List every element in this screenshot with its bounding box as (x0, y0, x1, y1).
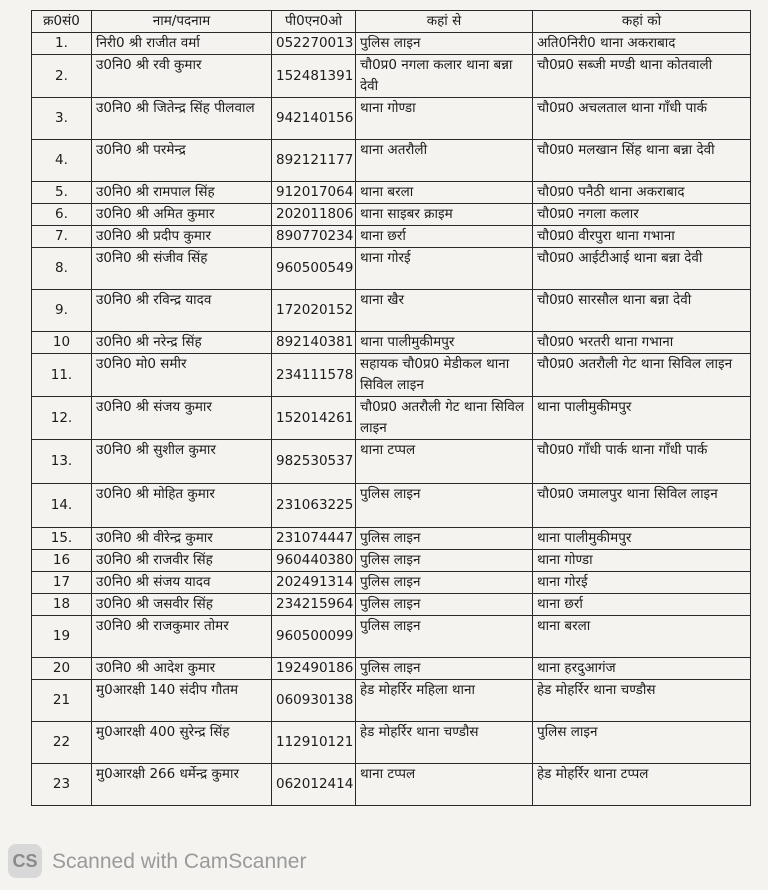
cell-serial: 15. (32, 528, 92, 550)
cell-from: थाना खैर (356, 290, 533, 332)
table-row (32, 764, 751, 806)
cell-name: उ0नि0 श्री राजकुमार तोमर (92, 616, 272, 658)
cell-from: थाना साइबर क्राइम (356, 204, 533, 226)
cell-from: थाना पालीमुकीमपुर (356, 332, 533, 354)
cell-from: थाना छर्रा (356, 226, 533, 248)
cell-name: उ0नि0 श्री रविन्द्र यादव (92, 290, 272, 332)
cell-pno: 890770234 (272, 226, 356, 248)
cell-serial: 4. (32, 140, 92, 182)
cell-pno: 192490186 (272, 658, 356, 680)
cell-to: चौ0प्र0 मलखान सिंह थाना बन्ना देवी (533, 140, 751, 182)
table-row (32, 594, 751, 616)
cell-name: उ0नि0 श्री मोहित कुमार (92, 484, 272, 528)
cell-pno: 982530537 (272, 440, 356, 484)
cell-serial: 12. (32, 397, 92, 440)
table-row (32, 55, 751, 98)
cell-serial: 19 (32, 616, 92, 658)
camscanner-watermark: Scanned with CamScanner (52, 850, 307, 873)
cell-serial: 11. (32, 354, 92, 397)
cell-serial: 10 (32, 332, 92, 354)
cell-name: उ0नि0 श्री राजवीर सिंह (92, 550, 272, 572)
cell-serial: 14. (32, 484, 92, 528)
cell-from: हेड मोहर्रिर महिला थाना (356, 680, 533, 722)
cell-serial: 3. (32, 98, 92, 140)
cell-name: निरी0 श्री राजीत वर्मा (92, 33, 272, 55)
cell-name: उ0नि0 श्री संजीव सिंह (92, 248, 272, 290)
cell-from: पुलिस लाइन (356, 550, 533, 572)
cell-pno: 234215964 (272, 594, 356, 616)
cell-pno: 172020152 (272, 290, 356, 332)
cell-to: अति0निरी0 थाना अकराबाद (533, 33, 751, 55)
cell-from: पुलिस लाइन (356, 616, 533, 658)
cell-serial: 7. (32, 226, 92, 248)
cell-pno: 892121177 (272, 140, 356, 182)
cell-serial: 13. (32, 440, 92, 484)
cell-from: चौ0प्र0 अतरौली गेट थाना सिविल लाइन (356, 397, 533, 440)
cell-to: हेड मोहर्रिर थाना चण्डौस (533, 680, 751, 722)
cell-from: थाना गोण्डा (356, 98, 533, 140)
cell-serial: 23 (32, 764, 92, 806)
cell-from: पुलिस लाइन (356, 658, 533, 680)
cell-pno: 060930138 (272, 680, 356, 722)
table-row (32, 248, 751, 290)
cell-serial: 6. (32, 204, 92, 226)
table-body (32, 33, 751, 806)
cell-to: थाना हरदुआगंज (533, 658, 751, 680)
cell-to: थाना पालीमुकीमपुर (533, 528, 751, 550)
cell-serial: 2. (32, 55, 92, 98)
cell-name: मु0आरक्षी 400 सुरेन्द्र सिंह (92, 722, 272, 764)
cell-serial: 18 (32, 594, 92, 616)
cell-to: थाना छर्रा (533, 594, 751, 616)
cell-pno: 062012414 (272, 764, 356, 806)
cell-pno: 234111578 (272, 354, 356, 397)
cell-pno: 152481391 (272, 55, 356, 98)
table-row (32, 226, 751, 248)
cell-from: हेड मोहर्रिर थाना चण्डौस (356, 722, 533, 764)
table-row (32, 440, 751, 484)
table-row (32, 528, 751, 550)
table-row (32, 354, 751, 397)
cell-from: थाना अतरौली (356, 140, 533, 182)
table-row (32, 484, 751, 528)
cell-pno: 202011806 (272, 204, 356, 226)
cell-to: थाना बरला (533, 616, 751, 658)
cell-from: थाना टप्पल (356, 764, 533, 806)
cell-name: उ0नि0 श्री परमेन्द्र (92, 140, 272, 182)
header-from: कहां से (356, 11, 533, 33)
cell-name: उ0नि0 श्री जसवीर सिंह (92, 594, 272, 616)
cell-serial: 5. (32, 182, 92, 204)
table-row (32, 680, 751, 722)
cell-from: थाना टप्पल (356, 440, 533, 484)
table-row (32, 33, 751, 55)
header-to: कहां को (533, 11, 751, 33)
cell-serial: 20 (32, 658, 92, 680)
cell-pno: 960500549 (272, 248, 356, 290)
table-row (32, 550, 751, 572)
cell-from: थाना गोरई (356, 248, 533, 290)
cell-to: चौ0प्र0 पनैठी थाना अकराबाद (533, 182, 751, 204)
table-row (32, 332, 751, 354)
table-header-row (32, 11, 751, 33)
cell-pno: 912017064 (272, 182, 356, 204)
cell-to: चौ0प्र0 आईटीआई थाना बन्ना देवी (533, 248, 751, 290)
cell-to: चौ0प्र0 वीरपुरा थाना गभाना (533, 226, 751, 248)
cell-to: चौ0प्र0 सब्जी मण्डी थाना कोतवाली (533, 55, 751, 98)
cell-to: चौ0प्र0 अतरौली गेट थाना सिविल लाइन (533, 354, 751, 397)
cell-name: उ0नि0 श्री वीरेन्द्र कुमार (92, 528, 272, 550)
cell-from: पुलिस लाइन (356, 528, 533, 550)
table-row (32, 290, 751, 332)
cell-name: मु0आरक्षी 266 धर्मेन्द्र कुमार (92, 764, 272, 806)
cell-to: चौ0प्र0 सारसौल थाना बन्ना देवी (533, 290, 751, 332)
cell-pno: 202491314 (272, 572, 356, 594)
cell-from: पुलिस लाइन (356, 594, 533, 616)
cell-from: पुलिस लाइन (356, 572, 533, 594)
cell-serial: 17 (32, 572, 92, 594)
transfer-table (31, 10, 751, 806)
cell-from: पुलिस लाइन (356, 484, 533, 528)
cell-to: हेड मोहर्रिर थाना टप्पल (533, 764, 751, 806)
header-pno: पी0एन0ओ (272, 11, 356, 33)
cell-name: उ0नि0 श्री जितेन्द्र सिंह पीलवाल (92, 98, 272, 140)
cell-name: उ0नि0 श्री संजय यादव (92, 572, 272, 594)
cell-name: उ0नि0 श्री अमित कुमार (92, 204, 272, 226)
table-row (32, 98, 751, 140)
header-serial: क्र0सं0 (32, 11, 92, 33)
cell-name: उ0नि0 श्री रामपाल सिंह (92, 182, 272, 204)
cell-pno: 152014261 (272, 397, 356, 440)
cell-name: उ0नि0 श्री रवी कुमार (92, 55, 272, 98)
table-row (32, 572, 751, 594)
cell-to: चौ0प्र0 गाँधी पार्क थाना गाँधी पार्क (533, 440, 751, 484)
cell-name: मु0आरक्षी 140 संदीप गौतम (92, 680, 272, 722)
table-row (32, 204, 751, 226)
cell-serial: 22 (32, 722, 92, 764)
cell-name: उ0नि0 श्री संजय कुमार (92, 397, 272, 440)
cell-name: उ0नि0 श्री आदेश कुमार (92, 658, 272, 680)
cell-to: चौ0प्र0 भरतरी थाना गभाना (533, 332, 751, 354)
cell-name: उ0नि0 मो0 समीर (92, 354, 272, 397)
cell-name: उ0नि0 श्री प्रदीप कुमार (92, 226, 272, 248)
camscanner-logo-icon: CS (8, 844, 42, 878)
cell-serial: 1. (32, 33, 92, 55)
cell-pno: 960440380 (272, 550, 356, 572)
cell-from: थाना बरला (356, 182, 533, 204)
table-row (32, 722, 751, 764)
cell-pno: 112910121 (272, 722, 356, 764)
cell-pno: 231063225 (272, 484, 356, 528)
cell-pno: 960500099 (272, 616, 356, 658)
cell-to: चौ0प्र0 अचलताल थाना गाँधी पार्क (533, 98, 751, 140)
header-name: नाम/पदनाम (92, 11, 272, 33)
cell-serial: 16 (32, 550, 92, 572)
cell-name: उ0नि0 श्री सुशील कुमार (92, 440, 272, 484)
cell-name: उ0नि0 श्री नरेन्द्र सिंह (92, 332, 272, 354)
cell-serial: 9. (32, 290, 92, 332)
cell-to: पुलिस लाइन (533, 722, 751, 764)
table-row (32, 182, 751, 204)
table-row (32, 397, 751, 440)
table-row (32, 140, 751, 182)
cell-pno: 942140156 (272, 98, 356, 140)
table-row (32, 658, 751, 680)
cell-from: पुलिस लाइन (356, 33, 533, 55)
cell-to: चौ0प्र0 नगला कलार (533, 204, 751, 226)
cell-pno: 052270013 (272, 33, 356, 55)
cell-to: थाना गोण्डा (533, 550, 751, 572)
cell-serial: 21 (32, 680, 92, 722)
cell-to: थाना पालीमुकीमपुर (533, 397, 751, 440)
table-row (32, 616, 751, 658)
cell-from: चौ0प्र0 नगला कलार थाना बन्ना देवी (356, 55, 533, 98)
cell-pno: 231074447 (272, 528, 356, 550)
cell-to: चौ0प्र0 जमालपुर थाना सिविल लाइन (533, 484, 751, 528)
cell-from: सहायक चौ0प्र0 मेडीकल थाना सिविल लाइन (356, 354, 533, 397)
cell-to: थाना गोरई (533, 572, 751, 594)
cell-pno: 892140381 (272, 332, 356, 354)
cell-serial: 8. (32, 248, 92, 290)
